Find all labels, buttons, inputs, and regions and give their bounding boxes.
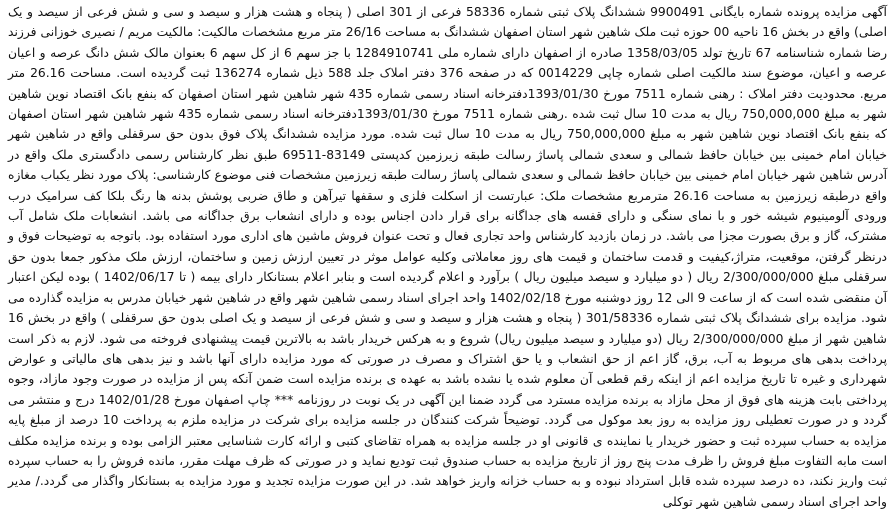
auction-notice-text: آگهی مزایده پرونده شماره بایگانی 9900491 ششدانگ پلاک ثبتی شماره 58336 فرعی از 301 اصلی ( پنجاه و هشت هزار و سیصد و سی و شش فرعی از سیصد و یک اصلی) واقع در بخش 16 ناحیه 00 حوزه ثبت ملک شاهین شهر استان اصفهان ششدانگ به مساحت 26/16 متر مربع مشخصات مالکیت: مالکیت مریم / نصیری خوزانی فرزند رضا شماره شناسنامه 67 تاریخ تولد 1358/03/05 صادره از اصفهان دارای شماره ملی 1284910741 با جز سهم 6 از کل سهم 6 بعنوان مالک شش دانگ عرصه و اعیان عرصه و اعیان، موضوع سند مالکیت اصلی شماره چاپی 0014229 که در صفحه 376 دفتر املاک جلد 588 ذیل شماره 136274 ثبت گردیده است. مساحت 26.16 متر مربع. محدودیت دفتر املاک : رهنی شماره 7511 مورخ 1393/01/30دفترخانه اسناد رسمی شماره 435 شهر شاهین شهر استان اصفهان که بنفع بانک اقتصاد نوین شاهین شهر به مبلغ 750,000,000 ریال به مدت 10 سال ثبت شده .رهنی شماره 7511 مورخ 1393/01/30دفترخانه اسناد رسمی شماره 435 شهر شاهین شهر استان اصفهان که بنفع بانک اقتصاد نوین شاهین شهر به مبلغ 750,000,000 ریال به مدت 10 سال ثبت شده. مورد مزایده ششدانگ پلاک فوق بدون حق سرقفلی واقع در شاهین شهر خیابان امام خمینی بین خیابان حافظ شمالی و سعدی شمالی پاساژ رسالت طبقه زیرزمین کدپستی 83149-69511 طبق نظر کارشناس رسمی دادگستری ملک واقع در آدرس شاهین شهر خیابان امام خمینی بین خیابان حافظ شمالی و سعدی شمالی پاساژ رسالت طبقه زیرزمین مشخصات فنی موضوع کارشناسی: پلاک مورد نظر یکباب مغازه واقع درطبقه زیرزمین به مساحت 26.16 مترمربع مشخصات ملک: عبارتست از اسکلت فلزی و سقفها تیرآهن و طاق ضربی پوشش بدنه ها رنگ بلکا کف سرامیک درب ورودی آلومینیوم شیشه خور و با نمای سنگی و دارای قفسه های جداگانه برای قرار دادن اجناس بوده و دارای انشعاب برق جداگانه می باشد. انشعابات ملک شامل آب مشترک، گاز و برق بصورت مجزا می باشد. در زمان بازدید کارشناس واحد تجاری فعال و تحت عنوان فروش ماشین های اداری مورد استفاده بود. باتوجه به توضیحات فوق و درنظر گرفتن، موقعیت، متراژ،کیفیت و قدمت ساختمان و قیمت های روز معاملاتی وکلیه عوامل موثر در تعیین ارزش زمین و ساختمان، ارزش ملک مذکور جمعا بدون حق سرقفلی مبلغ 2/300/000/000 ریال ( دو میلیارد و سیصد میلیون ریال ) برآورد و اعلام گردیده است و بنابر اعلام بستانکار دارای بیمه ( تا 1402/06/17 ) بوده لیکن اعتبار آن منقضی شده است که از ساعت 9 الی 12 روز دوشنبه مورخ 1402/02/18 واحد اجرای اسناد رسمی شاهین شهر واقع در شاهین شهر خیابان مدرس به مزایده گذارده می شود. مزایده برای ششدانگ پلاک ثبتی شماره 301/58336 ( پنجاه و هشت هزار و سیصد و سی و شش فرعی از سیصد و یک اصلی بدون حق سرقفلی ) واقع در بخش 16 شاهین شهر از مبلغ 2/300/000/000 ریال (دو میلیارد و سیصد میلیون ریال) شروع و به هرکس خریدار باشد به بالاترین قیمت پیشنهادی فروخته می شود. لازم به ذکر است پرداخت بدهی های مربوط به آب، برق، گاز اعم از حق انشعاب و یا حق اشتراک و مصرف در صورتی که مورد مزایده دارای آنها باشد و نیز بدهی های مالیاتی و عوارض شهرداری و غیره تا تاریخ مزایده اعم از اینکه رقم قطعی آن معلوم شده یا نشده باشد به عهده ی برنده مزایده است ضمن آنکه پس از مزایده در صورت وجود مازاد، وجوه پرداختی بابت هزینه های فوق از محل مازاد به برنده مزایده مسترد می گردد ضمنا این آگهی در یک نوبت در روزنامه *** چاپ اصفهان مورخ 1402/01/28 درج و منتشر می گردد و در صورت تعطیلی روز مزایده به روز بعد موکول می گردد. توضیحاً شرکت کنندگان در جلسه مزایده برای شرکت در مزایده ملزم به پرداخت 10 درصد از مبلغ پایه مزایده به حساب سپرده ثبت و حضور خریدار یا نماینده ی قانونی او در جلسه مزایده به همراه تقاضای کتبی و ارائه کارت شناسایی معتبر الزامی بوده و برنده مزایده مکلف است مابه التفاوت مبلغ فروش را ظرف مدت پنج روز از تاریخ مزایده به حساب صندوق ثبت تودیع نماید و در صورتی که ظرف مهلت مقرر، مانده فروش را به حساب سپرده ثبت واریز نکند، ده درصد سپرده شده قابل استرداد نبوده و به حساب خزانه واریز خواهد شد. در این صورت مزایده تجدید و مورد مزایده به بستانکار واگذار می گردد./ مدیر واحد اجرای اسناد رسمی شاهین شهر توکلی xyxy=(8,5,888,509)
